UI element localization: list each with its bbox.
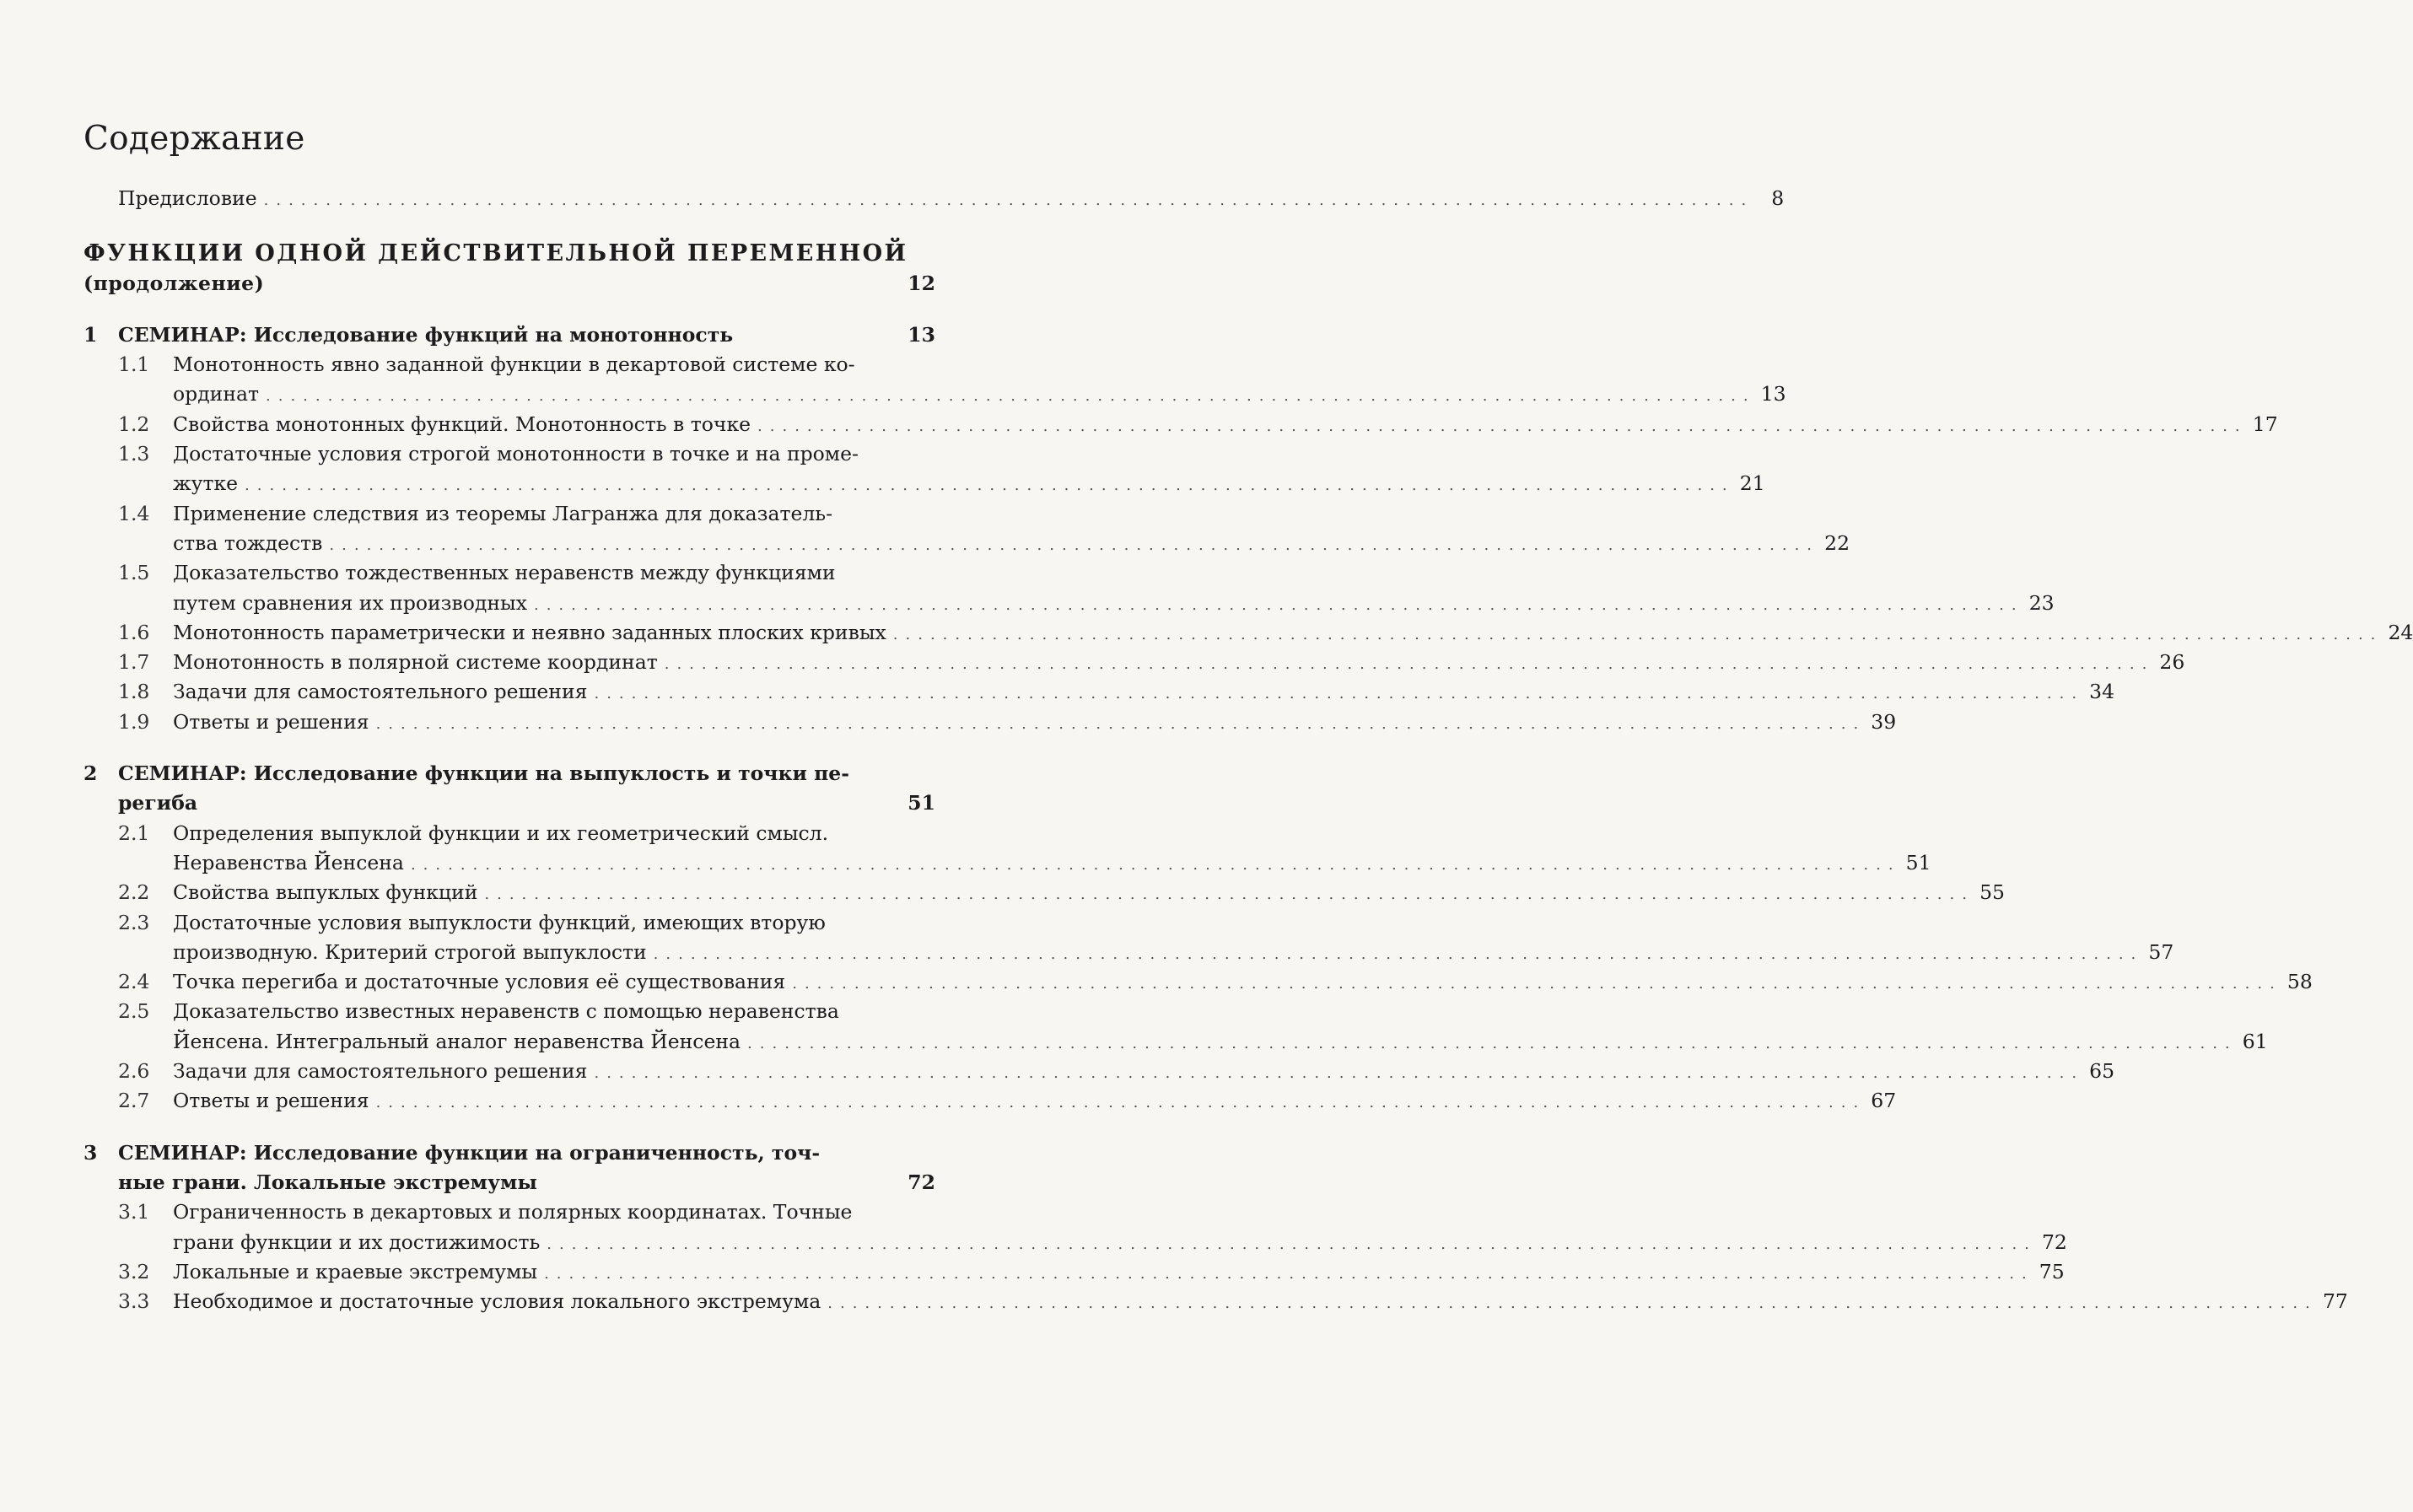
chapter-heading-line[interactable] (83, 788, 935, 818)
table-of-contents (83, 184, 2413, 1316)
section-title: Доказательство тождественных неравенств между функциями (173, 561, 836, 585)
chapter-text (118, 1168, 935, 1197)
section-number: 1.5 (118, 561, 150, 585)
section-number: 3.1 (118, 1200, 150, 1224)
section-text (173, 379, 1786, 411)
toc-section-line[interactable] (83, 529, 1850, 558)
section-number: 2.4 (118, 970, 150, 994)
toc-section-line[interactable] (83, 618, 2413, 648)
toc-section-line[interactable] (83, 1057, 2115, 1086)
chapter-text (118, 759, 935, 788)
section-page: 51 (1905, 850, 1931, 874)
section-text (173, 350, 935, 379)
section-number: 1.6 (118, 620, 150, 644)
toc-section-line[interactable] (83, 1257, 2065, 1287)
toc-section-line[interactable] (83, 819, 935, 848)
section-text (173, 878, 2005, 909)
section-title: Доказательство известных неравенств с помощью неравенства (173, 999, 839, 1024)
section-page: 61 (2242, 1029, 2268, 1053)
section-title: грани функции и их достижимость (173, 1230, 541, 1254)
section-text (173, 469, 1765, 500)
section-title: Ответы и решения (173, 1089, 369, 1113)
section-page: 72 (2041, 1230, 2067, 1254)
chapter-title: ные грани. Локальные экстремумы (118, 1170, 537, 1194)
section-text (173, 819, 935, 848)
leader-dots: ........................................................................................................................ (533, 595, 2024, 614)
toc-section-line[interactable] (83, 908, 935, 938)
leader-dots: ........................................................................................................................ (375, 1094, 1866, 1112)
leader-dots: ........................................................................................................................ (547, 1235, 2037, 1253)
section-text (173, 1027, 2268, 1058)
section-text (173, 558, 935, 588)
section-title: ординат (173, 382, 259, 406)
section-number: 1.3 (118, 442, 150, 466)
section-title: Локальные и краевые экстремумы (173, 1259, 538, 1283)
toc-section-line[interactable] (83, 469, 1765, 498)
section-number: 1.4 (118, 501, 150, 525)
chapter-text (118, 1138, 935, 1168)
section-page: 57 (2148, 939, 2174, 964)
chapter-title: СЕМИНАР: Исследование функции на ограниченность, точ- (118, 1140, 821, 1165)
section-title: ства тождеств (173, 530, 323, 555)
section-text (173, 848, 1931, 880)
toc-section-line[interactable] (83, 558, 935, 588)
section-title: Достаточные условия строгой монотонности в точке и на проме- (173, 442, 859, 466)
toc-section-line[interactable] (83, 677, 2115, 707)
section-page: 55 (1979, 880, 2005, 905)
leader-dots: ........................................................................................................................ (594, 1064, 2085, 1083)
section-text (173, 529, 1850, 560)
section-text (173, 1057, 2115, 1088)
chapter-heading-line[interactable] (83, 1138, 935, 1168)
section-text (173, 677, 2115, 708)
section-number: 2.7 (118, 1089, 150, 1113)
section-page: 24 (2388, 620, 2413, 644)
leader-dots: ........................................................................................................................ (266, 387, 1756, 406)
page-title: Содержание (83, 120, 305, 158)
toc-section-line[interactable] (83, 589, 2055, 618)
section-page: 17 (2252, 412, 2278, 436)
section-title: Определения выпуклой функции и их геометрический смысл. (173, 821, 829, 845)
section-title: Точка перегиба и достаточные условия её существования (173, 970, 786, 994)
section-page: 67 (1871, 1089, 1897, 1113)
section-page: 65 (2089, 1059, 2115, 1084)
chapter-page: 72 (908, 1170, 935, 1194)
chapter-title: региба (118, 791, 198, 815)
toc-section-line[interactable] (83, 1228, 2067, 1257)
leader-dots: ........................................................................................................................ (410, 855, 1901, 874)
section-number: 2.3 (118, 910, 150, 934)
toc-section-line[interactable] (83, 848, 1931, 878)
toc-section-line[interactable] (83, 1027, 2268, 1057)
section-number: 2.2 (118, 880, 150, 905)
toc-section-line[interactable] (83, 499, 935, 529)
leader-dots: ........................................................................................................................ (792, 975, 2282, 993)
chapter-page: 51 (908, 791, 935, 815)
leader-dots: ........................................................................................................................ (594, 685, 2085, 703)
section-text (173, 997, 935, 1026)
chapter-number: 1 (83, 322, 98, 347)
section-text (173, 938, 2174, 969)
section-text (173, 1197, 935, 1227)
section-text (173, 708, 1897, 739)
toc-section-line[interactable] (83, 1197, 935, 1227)
section-number: 2.6 (118, 1059, 150, 1084)
section-title: путем сравнения их производных (173, 590, 527, 615)
leader-dots: ........................................................................................................................ (747, 1034, 2238, 1052)
toc-entry-preface[interactable] (83, 184, 1785, 213)
section-number: 3.2 (118, 1259, 150, 1283)
section-title: Йенсена. Интегральный аналог неравенства Йенсена (173, 1029, 741, 1053)
toc-section-line[interactable] (83, 439, 935, 469)
section-text (173, 648, 2185, 679)
part-heading-line[interactable] (83, 239, 935, 268)
section-number: 1.1 (118, 352, 150, 377)
section-page: 39 (1871, 709, 1897, 734)
section-number: 2.5 (118, 999, 150, 1024)
section-text (173, 618, 2413, 649)
section-title: Необходимое и достаточные условия локального экстремума (173, 1289, 821, 1314)
section-number: 3.3 (118, 1289, 150, 1314)
chapter-heading-line[interactable] (83, 320, 935, 350)
section-title: Применение следствия из теоремы Лагранжа для доказатель- (173, 501, 833, 525)
section-page: 23 (2028, 590, 2055, 615)
section-number: 1.2 (118, 412, 150, 436)
section-number: 1.8 (118, 680, 150, 704)
toc-section-line[interactable] (83, 379, 1786, 409)
section-title: Монотонность в полярной системе координат (173, 650, 658, 675)
section-page: 75 (2039, 1259, 2065, 1283)
leader-dots: ........................................................................................................................ (544, 1264, 2034, 1283)
chapter-number: 2 (83, 761, 98, 786)
section-text (173, 589, 2055, 620)
chapter-heading-line[interactable] (83, 759, 935, 788)
section-title: жутке (173, 471, 239, 496)
toc-section-line[interactable] (83, 967, 2313, 997)
chapter-text (118, 788, 935, 818)
section-page: 13 (1760, 382, 1786, 406)
toc-section-line[interactable] (83, 1287, 2348, 1316)
toc-section-line[interactable] (83, 648, 2185, 677)
section-text (173, 439, 935, 469)
leader-dots: ........................................................................................................................ (245, 476, 1735, 495)
section-title: Монотонность явно заданной функции в декартовой системе ко- (173, 352, 855, 377)
leader-dots: ........................................................................................................................ (263, 191, 1754, 209)
toc-section-line[interactable] (83, 350, 935, 379)
part-heading-line[interactable] (83, 269, 935, 299)
section-title: производную. Критерий строгой выпуклости (173, 939, 647, 964)
entry-label: Предисловие (118, 186, 257, 210)
section-number: 1.9 (118, 709, 150, 734)
chapter-number: 3 (83, 1140, 98, 1165)
section-page: 26 (2159, 650, 2185, 675)
section-text (173, 410, 2278, 441)
leader-dots: ........................................................................................................................ (484, 885, 1974, 904)
chapter-title: СЕМИНАР: Исследование функций на монотонность (118, 322, 734, 347)
leader-dots: ........................................................................................................................ (827, 1294, 2318, 1313)
section-title: Ограниченность в декартовых и полярных координатах. Точные (173, 1200, 853, 1224)
section-number: 1.7 (118, 650, 150, 675)
leader-dots: ........................................................................................................................ (329, 535, 1820, 554)
section-text (173, 1257, 2065, 1289)
leader-dots: ........................................................................................................................ (892, 625, 2383, 643)
section-page: 22 (1824, 530, 1850, 555)
chapter-text (118, 320, 935, 350)
leader-dots: ........................................................................................................................ (375, 714, 1866, 733)
toc-section-line[interactable] (83, 1086, 1897, 1116)
toc-section-line[interactable] (83, 997, 935, 1026)
part-subtitle: (продолжение) (83, 271, 265, 295)
section-title: Достаточные условия выпуклости функций, имеющих вторую (173, 910, 826, 934)
toc-section-line[interactable] (83, 878, 2005, 907)
section-title: Задачи для самостоятельного решения (173, 680, 588, 704)
section-number: 2.1 (118, 821, 150, 845)
section-text (173, 499, 935, 529)
chapter-page: 13 (908, 322, 935, 347)
part-page: 12 (908, 271, 935, 295)
section-title: Монотонность параметрически и неявно заданных плоских кривых (173, 620, 886, 644)
section-text (173, 1287, 2348, 1318)
section-title: Задачи для самостоятельного решения (173, 1059, 588, 1084)
section-page: 58 (2286, 970, 2313, 994)
leader-dots: ........................................................................................................................ (757, 417, 2248, 435)
section-text (173, 1086, 1897, 1117)
part-title: ФУНКЦИИ ОДНОЙ ДЕЙСТВИТЕЛЬНОЙ ПЕРЕМЕННОЙ (83, 240, 908, 267)
chapter-title: СЕМИНАР: Исследование функции на выпуклость и точки пе- (118, 761, 849, 786)
leader-dots: ........................................................................................................................ (653, 944, 2144, 963)
chapters-list (83, 299, 2413, 1317)
leader-dots: ........................................................................................................................ (664, 655, 2155, 674)
toc-section-line[interactable] (83, 708, 1897, 737)
toc-section-line[interactable] (83, 410, 2278, 439)
toc-section-line[interactable] (83, 938, 2174, 967)
section-text (173, 967, 2313, 998)
chapter-heading-line[interactable] (83, 1168, 935, 1197)
section-title: Неравенства Йенсена (173, 850, 404, 874)
section-title: Свойства выпуклых функций (173, 880, 478, 905)
section-page: 34 (2089, 680, 2115, 704)
section-page: 77 (2322, 1289, 2348, 1314)
section-title: Свойства монотонных функций. Монотонность в точке (173, 412, 751, 436)
section-text (173, 1228, 2067, 1259)
entry-page: 8 (1771, 186, 1785, 210)
section-title: Ответы и решения (173, 709, 369, 734)
section-text (173, 908, 935, 938)
section-page: 21 (1739, 471, 1765, 496)
